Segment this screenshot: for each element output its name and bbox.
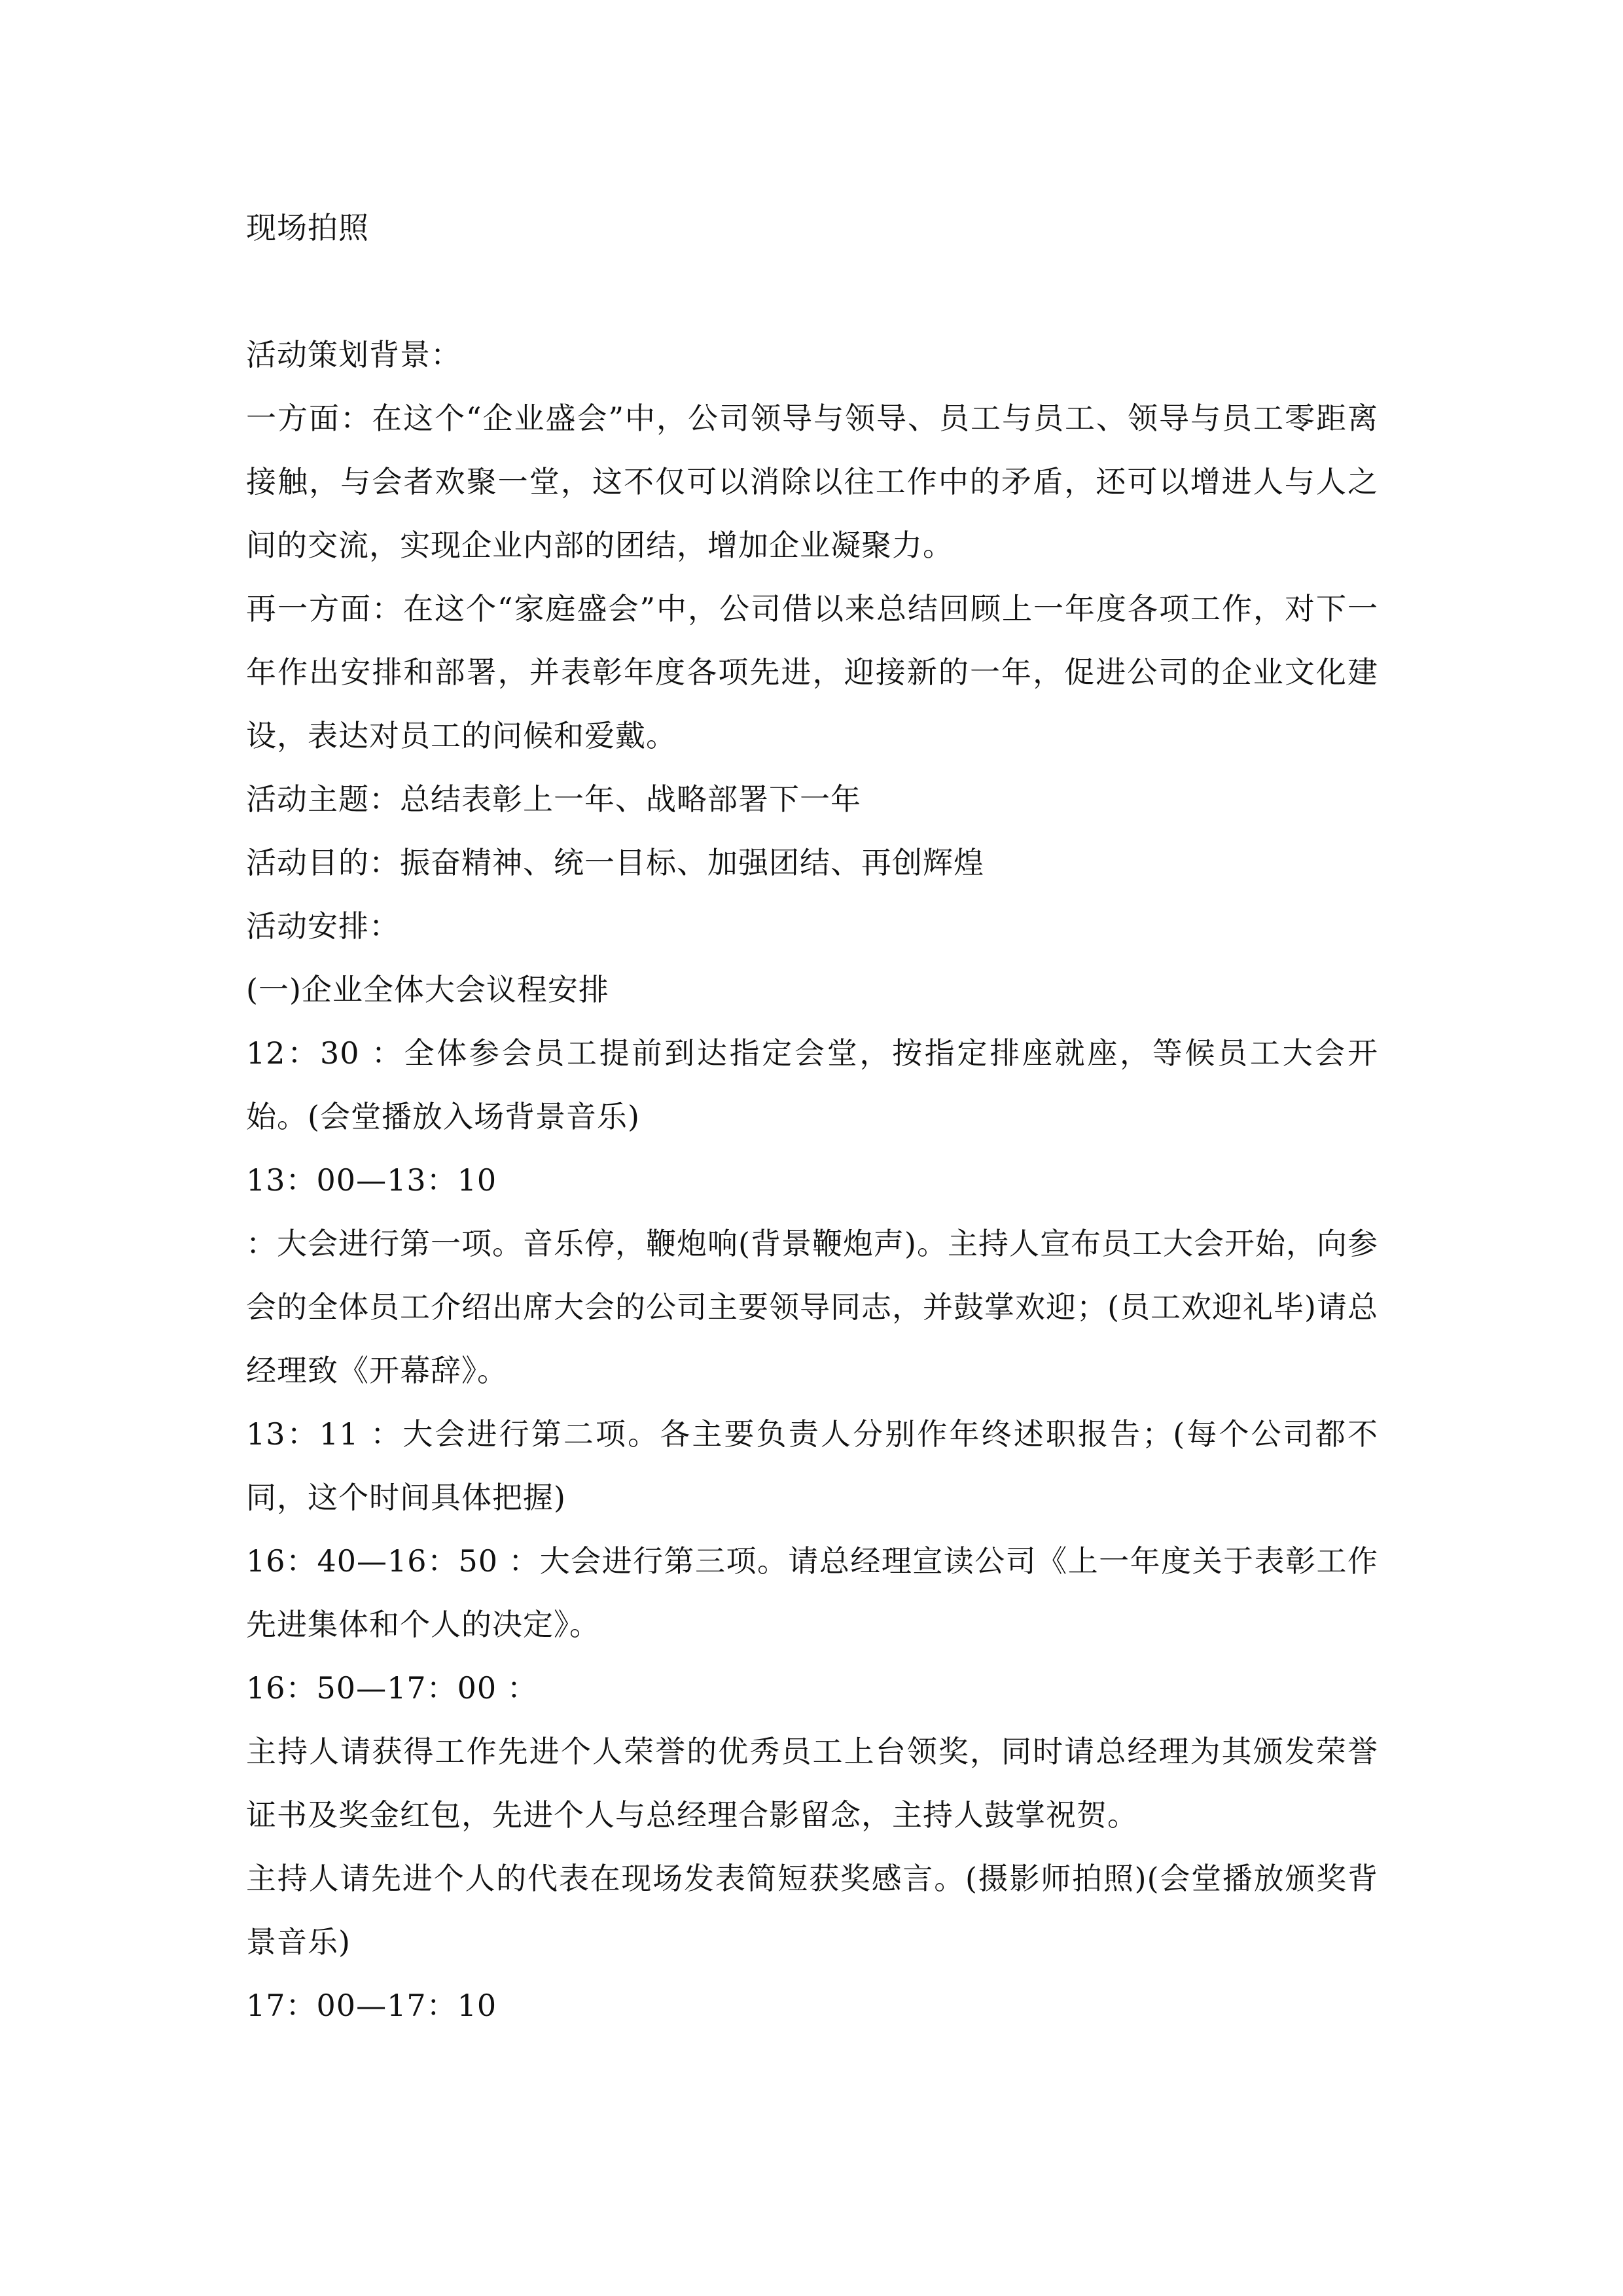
agenda-item-1650-speech: 主持人请先进个人的代表在现场发表简短获奖感言。(摄影师拍照)(会堂播放颁奖背景音乐)	[246, 1861, 1378, 1960]
agenda-item-1650-award: 主持人请获得工作先进个人荣誉的优秀员工上台领奖，同时请总经理为其颁发荣誉证书及奖金红包，先进个人与总经理合影留念，主持人鼓掌祝贺。	[246, 1734, 1378, 1833]
section-heading: 现场拍照	[246, 210, 369, 245]
agenda-time-1300: 13：00—13：10	[246, 1162, 497, 1198]
activity-arrangement: 活动安排：	[246, 908, 400, 944]
agenda-title: (一)企业全体大会议程安排	[246, 972, 609, 1007]
paragraph-two: 再一方面：在这个“家庭盛会”中，公司借以来总结回顾上一年度各项工作，对下一年作出安排和部署，并表彰年度各项先进，迎接新的一年，促进公司的企业文化建设，表达对员工的问候和爱戴。	[246, 591, 1378, 753]
agenda-time-1650: 16：50—17：00 ：	[246, 1670, 538, 1706]
spacer	[246, 260, 1378, 323]
activity-purpose: 活动目的：振奋精神、统一目标、加强团结、再创辉煌	[246, 845, 984, 880]
background-title: 活动策划背景：	[246, 337, 461, 372]
document-body	[246, 196, 1378, 2037]
agenda-item-1311: 13：11 ：大会进行第二项。各主要负责人分别作年终述职报告；(每个公司都不同，这个时间具体把握)	[246, 1416, 1378, 1515]
activity-theme: 活动主题：总结表彰上一年、战略部署下一年	[246, 781, 861, 817]
paragraph-one: 一方面：在这个“企业盛会”中，公司领导与领导、员工与员工、领导与员工零距离接触，与会者欢聚一堂，这不仅可以消除以往工作中的矛盾，还可以增进人与人之间的交流，实现企业内部的团结，增加企业凝聚力。	[246, 401, 1378, 563]
agenda-item-1640: 16：40—16：50 ：大会进行第三项。请总经理宣读公司《上一年度关于表彰工作先进集体和个人的决定》。	[246, 1543, 1378, 1642]
agenda-item-1300: ：大会进行第一项。音乐停，鞭炮响(背景鞭炮声)。主持人宣布员工大会开始，向参会的全体员工介绍出席大会的公司主要领导同志，并鼓掌欢迎；(员工欢迎礼毕)请总经理致《开幕辞》。	[246, 1226, 1378, 1388]
agenda-time-1700: 17：00—17：10	[246, 1988, 497, 2023]
agenda-item-1230: 12：30 ：全体参会员工提前到达指定会堂，按指定排座就座，等候员工大会开始。(会堂播放入场背景音乐)	[246, 1035, 1378, 1134]
